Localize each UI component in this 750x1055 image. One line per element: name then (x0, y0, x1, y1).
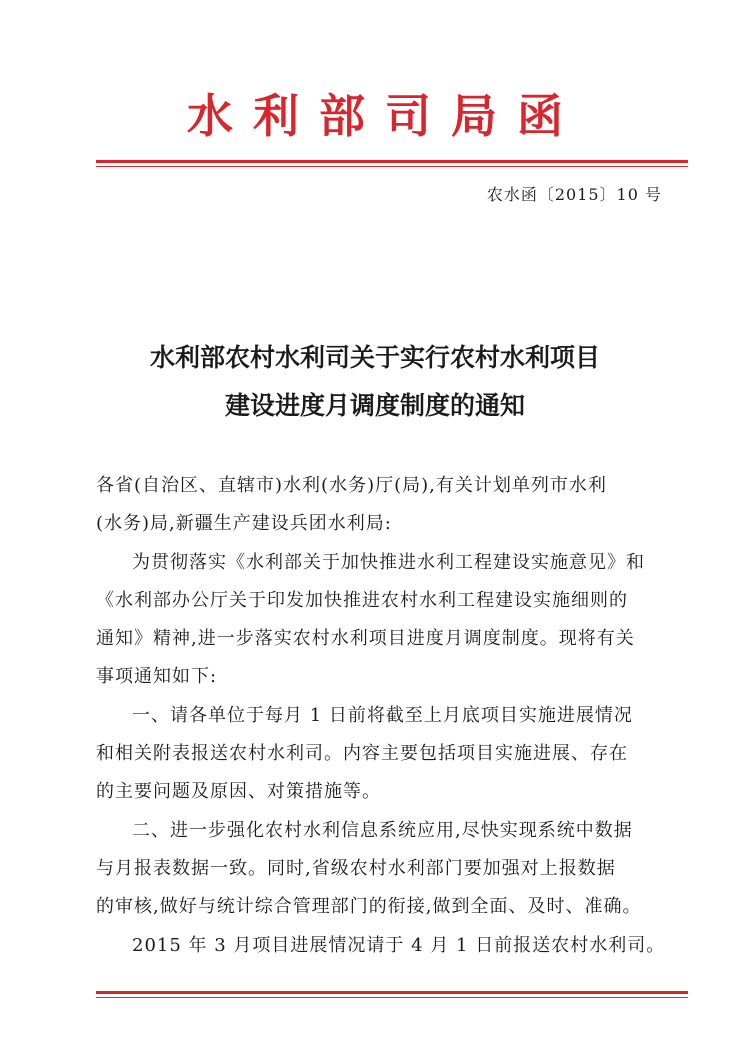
letterhead-title: 水利部司局函 (187, 89, 583, 143)
letterhead-rule-thin (96, 166, 688, 167)
paragraph-1-line-1: 为贯彻落实《水利部关于加快推进水利工程建设实施意见》和 (132, 552, 645, 573)
paragraph-1-line-4: 事项通知如下: (96, 666, 218, 687)
closing-line: 2015 年 3 月项目进展情况请于 4 月 1 日前报送农村水利司。 (132, 935, 666, 956)
notice-title-line-2: 建设进度月调度制度的通知 (224, 391, 525, 420)
paragraph-1-line-3: 通知》精神,进一步落实农村水利项目进度月调度制度。现将有关 (96, 628, 635, 649)
item-2-line-3: 的审核,做好与统计综合管理部门的衔接,做到全面、及时、准确。 (96, 896, 642, 917)
document-number: 农水函〔2015〕10 号 (486, 185, 662, 204)
addressee-line-1: 各省(自治区、直辖市)水利(水务)厅(局),有关计划单列市水利 (96, 475, 607, 496)
item-1-line-2: 和相关附表报送农村水利司。内容主要包括项目实施进展、存在 (96, 743, 628, 764)
item-1-line-3: 的主要问题及原因、对策措施等。 (96, 781, 381, 802)
footer-rule-thick (96, 991, 688, 994)
item-2-line-2: 与月报表数据一致。同时,省级农村水利部门要加强对上报数据 (96, 858, 616, 879)
item-2-line-1: 二、进一步强化农村水利信息系统应用,尽快实现系统中数据 (132, 820, 633, 841)
paragraph-1-line-2: 《水利部办公厅关于印发加快推进农村水利工程建设实施细则的 (96, 590, 628, 611)
item-1-line-1: 一、请各单位于每月 1 日前将截至上月底项目实施进展情况 (132, 705, 633, 726)
notice-title-line-1: 水利部农村水利司关于实行农村水利项目 (149, 343, 600, 372)
addressee-line-2: (水务)局,新疆生产建设兵团水利局: (96, 513, 392, 534)
letterhead-rule-thick (96, 160, 688, 163)
footer-rule-thin (96, 997, 688, 998)
